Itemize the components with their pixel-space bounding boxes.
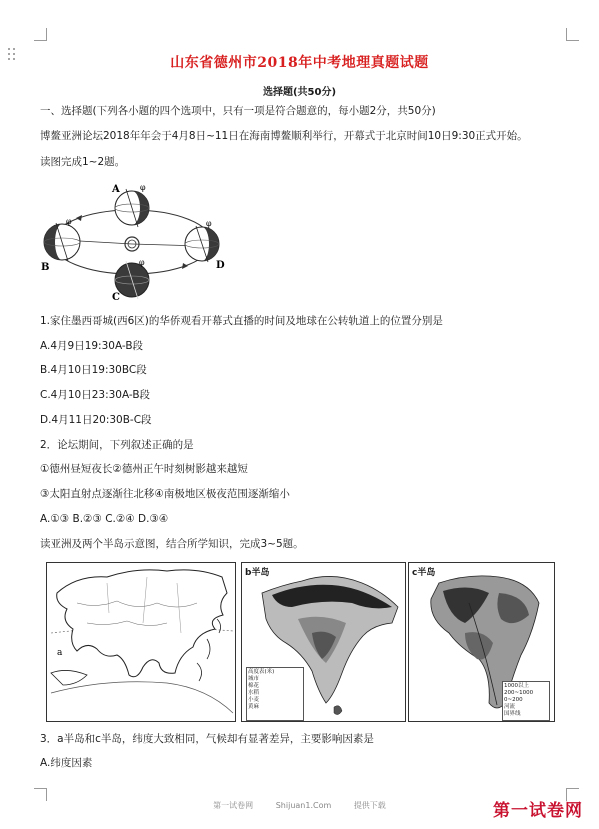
crop-mark-top-right	[566, 28, 579, 41]
footer-url[interactable]: Shijuan1.Com	[275, 801, 332, 810]
legend-item: 国界线	[504, 711, 521, 717]
q1-option-a: A.4月9日19:30A-B段	[40, 340, 144, 352]
context-line: 博鳌亚洲论坛2018年年会于4月8日~11日在海南博鳌顺利举行，开幕式于北京时间10日9:30正式开始。	[40, 130, 528, 142]
orbit-label-b: B	[41, 262, 50, 273]
latitude-symbol-b: φ	[66, 217, 72, 226]
legend-item: 0~200	[504, 697, 523, 703]
map-instruction-line: 读亚洲及两个半岛示意图，结合所学知识，完成3~5题。	[40, 538, 304, 550]
asia-map	[46, 562, 236, 722]
orbit-label-c: C	[112, 292, 120, 302]
latitude-symbol-a: φ	[140, 184, 146, 192]
read-figure-line: 读图完成1~2题。	[40, 156, 126, 168]
legend-item: 1000以上	[504, 683, 529, 689]
peninsula-b-legend	[246, 667, 304, 721]
q2-statement-1: ①德州昼短夜长②德州正午时刻树影越来越短	[40, 463, 248, 475]
peninsula-b-map	[241, 562, 406, 722]
earth-d	[185, 226, 219, 262]
brand-logo: 第一试卷网	[493, 801, 583, 821]
legend-title: 高度表(米)	[248, 669, 275, 675]
section-heading: 选择题(共50分)	[262, 87, 337, 98]
earth-orbit-diagram	[36, 184, 232, 302]
q2-statement-2: ③太阳直射点逐渐往北移④南极地区极夜范围逐渐缩小	[40, 488, 290, 500]
legend-item: 小麦	[248, 697, 260, 703]
q3-option-a: A.纬度因素	[40, 757, 93, 769]
legend-item: 棉花	[248, 683, 260, 689]
peninsula-c-title: c半岛	[412, 568, 436, 578]
orbit-label-d: D	[216, 260, 225, 271]
question-1: 1.家住墨西哥城(西6区)的华侨观看开幕式直播的时间及地球在公转轨道上的位置分别是	[40, 315, 443, 327]
question-2: 2．论坛期间，下列叙述正确的是	[40, 439, 194, 451]
crop-mark-top-left	[34, 28, 47, 41]
latitude-symbol-c: φ	[139, 258, 145, 267]
question-3: 3．a半岛和c半岛，纬度大致相同，气候却有显著差异，主要影响因素是	[40, 733, 374, 745]
peninsula-label-a: a	[57, 648, 63, 658]
asia-outline-map	[47, 563, 235, 721]
legend-item: 水稻	[248, 690, 260, 696]
footer-site-name: 第一试卷网	[213, 801, 254, 810]
q1-option-c: C.4月10日23:30A-B段	[40, 389, 151, 401]
peninsula-c-map	[408, 562, 555, 722]
orbit-label-a: A	[112, 184, 120, 195]
q2-options: A.①③ B.②③ C.②④ D.③④	[40, 513, 169, 525]
q1-option-b: B.4月10日19:30BC段	[40, 364, 147, 376]
legend-item: 黄麻	[248, 704, 260, 710]
footer-download-text: 提供下载	[353, 801, 386, 810]
peninsula-b-title: b半岛	[245, 568, 270, 578]
document-title: 山东省德州市2018年中考地理真题试题	[170, 55, 429, 71]
legend-item: 城市	[248, 676, 260, 682]
earth-a	[115, 189, 149, 227]
q1-option-d: D.4月11日20:30B-C段	[40, 414, 152, 426]
earth-b	[44, 223, 80, 261]
legend-item: 河流	[504, 704, 516, 710]
legend-item: 200~1000	[504, 690, 534, 696]
instruction-line: 一、选择题(下列各小题的四个选项中，只有一项是符合题意的，每小题2分，共50分)	[40, 105, 436, 117]
peninsula-c-legend	[502, 681, 550, 721]
latitude-symbol-d: φ	[206, 219, 212, 228]
